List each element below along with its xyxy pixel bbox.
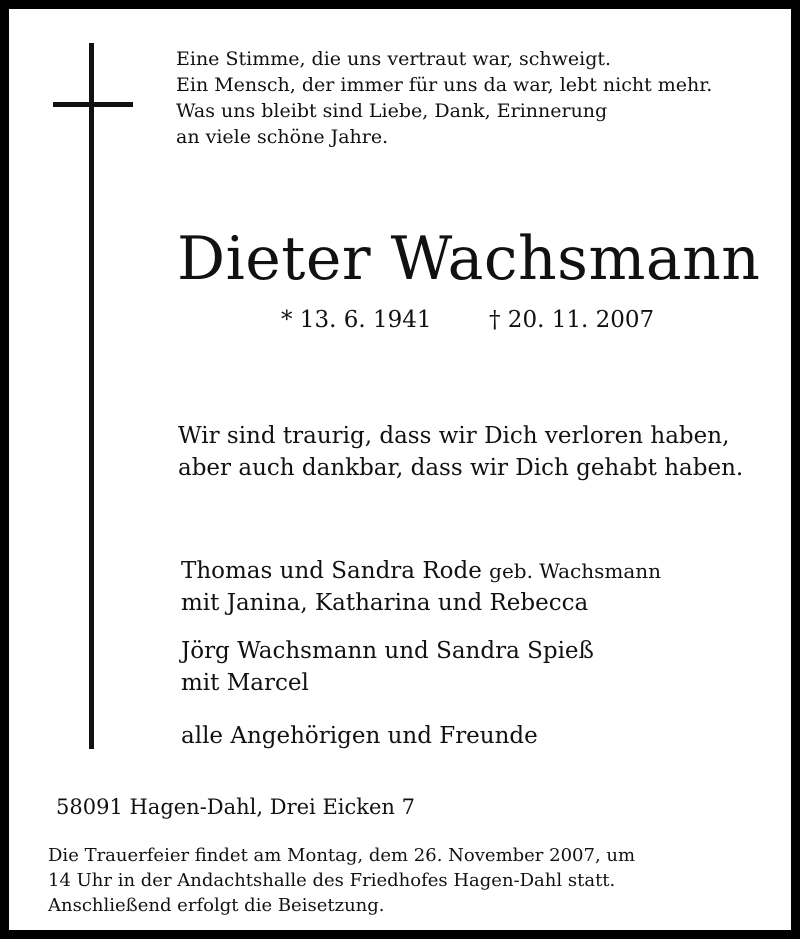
mourner-line [181, 555, 661, 587]
mourner-group [181, 555, 661, 619]
death-date: † 20. 11. 2007 [489, 307, 655, 333]
deceased-name: Dieter Wachsmann [177, 224, 761, 294]
verse-line: Eine Stimme, die uns vertraut war, schweigt. [176, 48, 612, 70]
memorial-verse [176, 46, 712, 150]
notice-line: Die Trauerfeier findet am Montag, dem 26. November 2007, um [48, 845, 636, 866]
mourner-children: mit Janina, Katharina und Rebecca [181, 590, 589, 616]
address: 58091 Hagen-Dahl, Drei Eicken 7 [56, 795, 415, 819]
notice-line: Anschließend erfolgt die Beisetzung. [48, 895, 385, 916]
mourner-group [181, 720, 538, 752]
mourner-names: Jörg Wachsmann und Sandra Spieß [181, 638, 594, 664]
verse-line: Ein Mensch, der immer für uns da war, lebt nicht mehr. [176, 74, 713, 96]
grief-line: aber auch dankbar, dass wir Dich gehabt haben. [178, 455, 744, 481]
maiden-name: geb. Wachsmann [489, 559, 662, 583]
grief-statement [178, 420, 743, 484]
grief-line: Wir sind traurig, dass wir Dich verloren haben, [178, 423, 730, 449]
verse-line: Was uns bleibt sind Liebe, Dank, Erinnerung [176, 100, 608, 122]
mourner-names: Thomas und Sandra Rode [181, 558, 482, 584]
birth-date: * 13. 6. 1941 [281, 307, 432, 333]
mourner-names: alle Angehörigen und Freunde [181, 723, 538, 749]
mourner-group [181, 635, 594, 699]
funeral-notice [48, 843, 635, 918]
mourner-children: mit Marcel [181, 670, 309, 696]
notice-line: 14 Uhr in der Andachtshalle des Friedhofes Hagen-Dahl statt. [48, 870, 616, 891]
verse-line: an viele schöne Jahre. [176, 126, 389, 148]
cross-icon-bar [53, 102, 133, 107]
cross-icon [89, 43, 94, 749]
